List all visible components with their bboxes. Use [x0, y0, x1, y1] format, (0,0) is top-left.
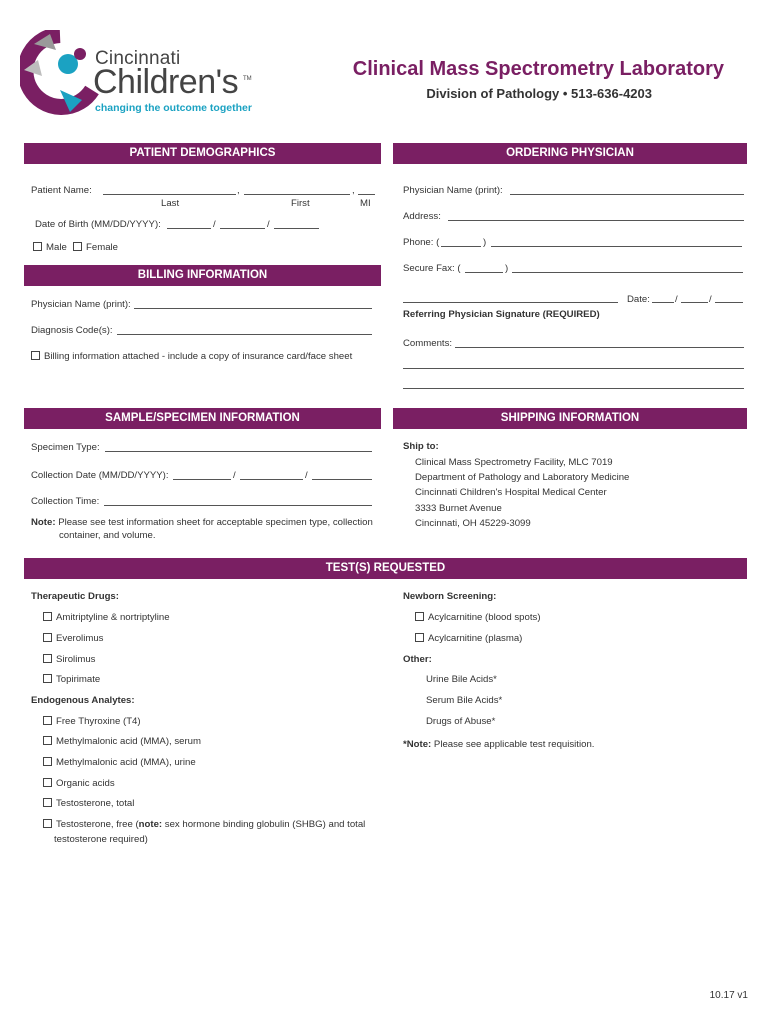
ship-address-line: Cincinnati Children's Hospital Medical Center	[415, 487, 607, 498]
ordering-physician-header: ORDERING PHYSICIAN	[393, 143, 747, 164]
patient-demographics-header: PATIENT DEMOGRAPHICS	[24, 143, 381, 164]
test-option[interactable]	[43, 757, 196, 768]
phone-label: Phone: (	[403, 237, 440, 248]
patient-last-name-field[interactable]	[103, 194, 236, 195]
test-note-bold: note:	[138, 819, 163, 830]
comma: ,	[352, 185, 355, 196]
test-option[interactable]	[415, 612, 541, 623]
other-test: Urine Bile Acids*	[426, 674, 497, 685]
dob-month-field[interactable]	[167, 228, 211, 229]
ship-address-line: Clinical Mass Spectrometry Facility, MLC 7019	[415, 457, 613, 468]
fax-label: Secure Fax: (	[403, 263, 461, 274]
ship-address-line: Department of Pathology and Laboratory Medicine	[415, 472, 630, 483]
note-bold: Note:	[31, 517, 56, 528]
checkbox-icon[interactable]	[43, 716, 52, 725]
comments-field[interactable]	[455, 347, 744, 348]
test-label: Amitriptyline & nortriptyline	[56, 612, 170, 623]
therapeutic-drugs-label: Therapeutic Drugs:	[31, 591, 119, 602]
phone-number-field[interactable]	[491, 246, 742, 247]
dob-label: Date of Birth (MM/DD/YYYY):	[35, 219, 161, 230]
test-label-continuation: testosterone required)	[54, 834, 148, 845]
slash: /	[675, 294, 678, 305]
checkbox-icon[interactable]	[43, 633, 52, 642]
signature-field[interactable]	[403, 302, 618, 303]
billing-physician-field[interactable]	[134, 308, 372, 309]
test-label: Topirimate	[56, 674, 101, 685]
checkbox-icon[interactable]	[31, 351, 40, 360]
comma: ,	[237, 185, 240, 196]
test-label: Testosterone, total	[56, 798, 135, 809]
ship-address-line: Cincinnati, OH 45229-3099	[415, 518, 531, 529]
tests-note	[403, 739, 594, 750]
last-caption: Last	[161, 198, 180, 209]
checkbox-icon[interactable]	[43, 654, 52, 663]
newborn-screening-label: Newborn Screening:	[403, 591, 497, 602]
test-option[interactable]	[43, 674, 100, 685]
checkbox-icon[interactable]	[43, 674, 52, 683]
specimen-type-label: Specimen Type:	[31, 442, 100, 453]
paren: )	[483, 237, 487, 248]
logo-tm: TM	[243, 76, 252, 82]
test-label: sex hormone binding globulin (SHBG) and total	[162, 819, 366, 830]
phone-area-field[interactable]	[441, 246, 481, 247]
test-option[interactable]	[43, 633, 103, 644]
checkbox-icon[interactable]	[43, 819, 52, 828]
slash: /	[709, 294, 712, 305]
test-option[interactable]	[43, 798, 134, 809]
patient-first-name-field[interactable]	[244, 194, 350, 195]
note-bold: *Note:	[403, 739, 432, 750]
test-option[interactable]	[415, 633, 522, 644]
ship-to-label: Ship to:	[403, 441, 439, 452]
collection-month-field[interactable]	[173, 479, 231, 480]
diagnosis-field[interactable]	[117, 334, 372, 335]
collection-year-field[interactable]	[312, 479, 372, 480]
address-label: Address:	[403, 211, 441, 222]
sample-specimen-header: SAMPLE/SPECIMEN INFORMATION	[24, 408, 381, 429]
checkbox-icon[interactable]	[43, 757, 52, 766]
date-label: Date:	[627, 294, 650, 305]
female-option[interactable]	[73, 242, 118, 253]
physician-name-label: Physician Name (print):	[403, 185, 503, 196]
test-option[interactable]	[43, 654, 95, 665]
billing-information-header: BILLING INFORMATION	[24, 265, 381, 286]
fax-number-field[interactable]	[512, 272, 743, 273]
comments-line-2[interactable]	[403, 368, 744, 369]
endogenous-analytes-label: Endogenous Analytes:	[31, 695, 135, 706]
lab-title: Clinical Mass Spectrometry Laboratory	[352, 58, 724, 80]
slash: /	[233, 470, 236, 481]
test-option[interactable]	[43, 778, 115, 789]
checkbox-icon[interactable]	[43, 736, 52, 745]
sig-date-day-field[interactable]	[681, 302, 708, 303]
dob-day-field[interactable]	[220, 228, 265, 229]
sig-date-year-field[interactable]	[715, 302, 743, 303]
sample-note-line2: container, and volume.	[59, 530, 156, 541]
division-line: Division of Pathology • 513-636-4203	[426, 86, 652, 101]
slash: /	[213, 219, 216, 230]
diagnosis-label: Diagnosis Code(s):	[31, 325, 113, 336]
comments-line-3[interactable]	[403, 388, 744, 389]
male-label: Male	[46, 242, 67, 253]
other-label: Other:	[403, 654, 432, 665]
test-label: Organic acids	[56, 778, 115, 789]
test-label: Methylmalonic acid (MMA), urine	[56, 757, 196, 768]
checkbox-icon[interactable]	[415, 612, 424, 621]
mi-caption: MI	[360, 198, 371, 209]
billing-attached-label: Billing information attached - include a copy of insurance card/face sheet	[44, 351, 353, 362]
checkbox-icon[interactable]	[73, 242, 82, 251]
other-test: Serum Bile Acids*	[426, 695, 503, 706]
logo-text-cincinnati: Cincinnati	[95, 48, 181, 69]
sample-note	[31, 517, 373, 528]
paren: )	[505, 263, 509, 274]
checkbox-icon[interactable]	[33, 242, 42, 251]
signature-caption: Referring Physician Signature (REQUIRED)	[403, 309, 600, 320]
test-label: Free Thyroxine (T4)	[56, 716, 141, 727]
checkbox-icon[interactable]	[43, 798, 52, 807]
checkbox-icon[interactable]	[43, 612, 52, 621]
test-label: Methylmalonic acid (MMA), serum	[56, 736, 202, 747]
sig-date-month-field[interactable]	[652, 302, 674, 303]
slash: /	[305, 470, 308, 481]
first-caption: First	[291, 198, 310, 209]
billing-attached-option[interactable]	[31, 351, 352, 362]
test-label: Testosterone, free (	[56, 819, 139, 830]
comments-label: Comments:	[403, 338, 453, 349]
collection-date-label: Collection Date (MM/DD/YYYY):	[31, 470, 169, 481]
test-option-testosterone-free[interactable]	[43, 819, 365, 830]
billing-physician-label: Physician Name (print):	[31, 299, 131, 310]
other-test: Drugs of Abuse*	[426, 716, 496, 727]
patient-mi-field[interactable]	[358, 194, 375, 195]
collection-time-label: Collection Time:	[31, 496, 100, 507]
logo-mark-icon	[20, 30, 100, 115]
checkbox-icon[interactable]	[415, 633, 424, 642]
test-label: Everolimus	[56, 633, 104, 644]
collection-day-field[interactable]	[240, 479, 303, 480]
test-option[interactable]	[43, 716, 141, 727]
note-text: Please see test information sheet for acceptable specimen type, collection	[58, 517, 373, 528]
test-option[interactable]	[43, 736, 201, 747]
dob-year-field[interactable]	[274, 228, 319, 229]
physician-name-field[interactable]	[510, 194, 744, 195]
checkbox-icon[interactable]	[43, 778, 52, 787]
female-label: Female	[86, 242, 118, 253]
test-label: Acylcarnitine (plasma)	[428, 633, 523, 644]
tests-requested-header: TEST(S) REQUESTED	[24, 558, 747, 579]
logo-text-childrens: Children's	[93, 63, 239, 101]
male-option[interactable]	[33, 242, 67, 253]
patient-name-label: Patient Name:	[31, 185, 92, 196]
version-footer: 10.17 v1	[709, 990, 748, 1001]
slash: /	[267, 219, 270, 230]
shipping-information-header: SHIPPING INFORMATION	[393, 408, 747, 429]
test-label: Acylcarnitine (blood spots)	[428, 612, 541, 623]
fax-area-field[interactable]	[465, 272, 503, 273]
specimen-type-field[interactable]	[105, 451, 372, 452]
test-option[interactable]	[43, 612, 170, 623]
collection-time-field[interactable]	[104, 505, 372, 506]
logo-tagline: changing the outcome together	[95, 102, 252, 114]
test-label: Sirolimus	[56, 654, 96, 665]
note-text: Please see applicable test requisition.	[431, 739, 595, 750]
ship-address-line: 3333 Burnet Avenue	[415, 503, 502, 514]
address-field[interactable]	[448, 220, 744, 221]
